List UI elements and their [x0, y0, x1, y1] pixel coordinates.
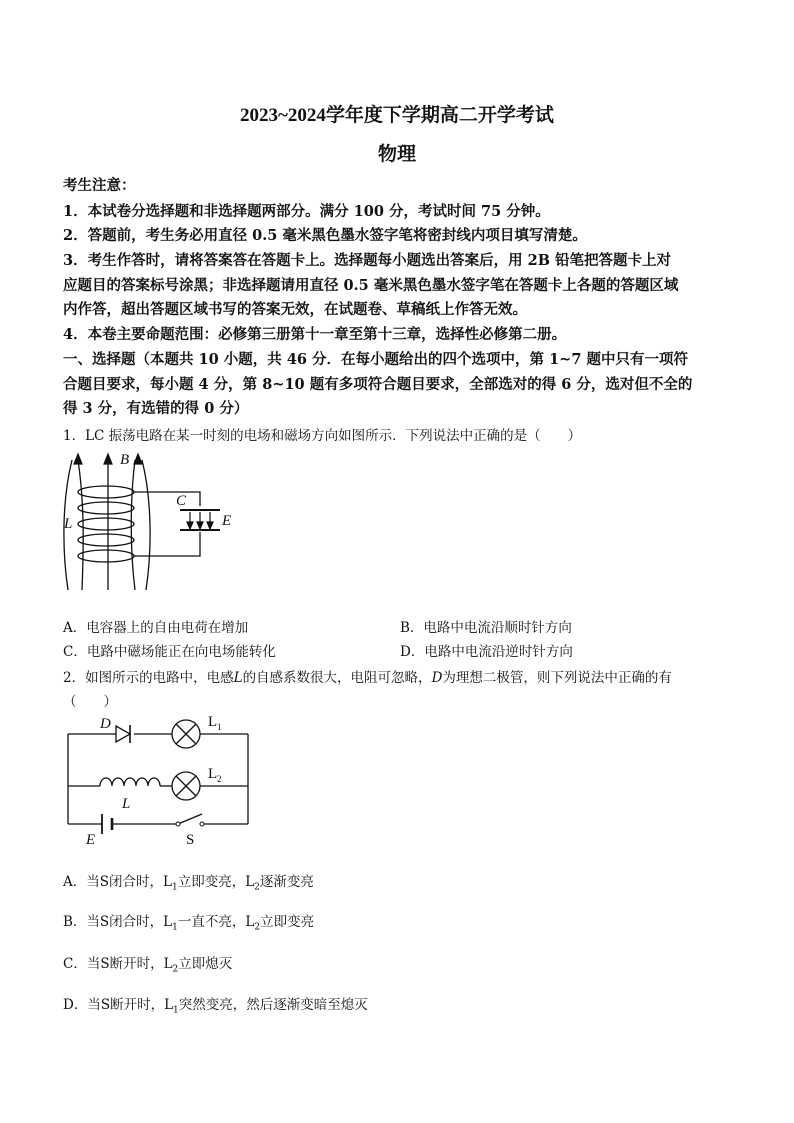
opt-sub: 2 — [172, 964, 179, 975]
opt-text: 逐渐变亮 — [259, 874, 314, 890]
q1-stem: 1．LC 振荡电路在某一时刻的电场和磁场方向如图所示．下列说法中正确的是（ ） — [63, 428, 582, 444]
opt-sub: 1 — [172, 922, 178, 933]
opt-text: B．当S闭合时，L — [63, 914, 173, 930]
label-L1: L — [208, 714, 218, 730]
label-E: E — [222, 513, 232, 529]
q2-stem-part: 的自感系数很大，电阻可忽略， — [242, 670, 432, 686]
q1-option-d: D．电路中电流沿逆时针方向 — [400, 644, 573, 660]
q2-option-c — [63, 952, 232, 975]
opt-text: 立即变亮，L — [177, 874, 255, 890]
opt-text: 立即变亮 — [260, 914, 315, 930]
opt-text: 突然变亮，然后逐渐变暗至熄灭 — [178, 997, 368, 1013]
q1-option-a: A．电容器上的自由电荷在增加 — [63, 620, 249, 636]
q2-stem-var-l: L — [233, 670, 243, 686]
opt-text: 立即熄灭 — [178, 956, 233, 972]
q1-option-b: B．电路中电流沿顺时针方向 — [400, 620, 572, 636]
q2-option-d — [63, 993, 368, 1016]
label-D: D — [100, 716, 111, 732]
opt-sub: 2 — [254, 882, 260, 893]
q2-stem-part: 2．如图所示的电路中，电感 — [63, 670, 234, 686]
opt-sub: 1 — [171, 882, 178, 893]
label-L2: L — [208, 766, 218, 782]
notice-line: 4．本卷主要命题范围：必修第三册第十一章至第十三章，选择性必修第二册。 — [63, 326, 567, 343]
label-C: C — [176, 493, 187, 509]
opt-text: A．当S闭合时，L — [63, 874, 172, 890]
label-battery-E: E — [86, 832, 96, 847]
q2-option-a — [63, 870, 314, 893]
opt-text: 一直不亮，L — [177, 914, 255, 930]
section-instructions: 一、选择题（本题共 10 小题，共 46 分．在每小题给出的四个选项中，第 1~7 题中只有一项符 — [63, 351, 688, 368]
opt-text: D．当S断开时，L — [63, 997, 174, 1013]
label-L2-sub: 2 — [217, 774, 222, 784]
notice-heading: 考生注意： — [63, 177, 136, 194]
q2-stem — [63, 666, 672, 686]
notice-line: 内作答，超出答题区域书写的答案无效，在试题卷、草稿纸上作答无效。 — [63, 301, 527, 318]
q2-stem-part: 为理想二极管，则下列说法中正确的有 — [442, 670, 672, 686]
section-instructions: 合题目要求，每小题 4 分，第 8~10 题有多项符合题目要求，全部选对的得 6 分，选对但不全的 — [63, 376, 693, 393]
q1-option-c: C．电路中磁场能正在向电场能转化 — [63, 644, 276, 660]
label-switch-S: S — [186, 832, 195, 847]
label-L: L — [64, 516, 73, 532]
q2-option-b — [63, 910, 314, 933]
label-inductor-L: L — [122, 796, 131, 812]
opt-sub: 1 — [173, 1005, 179, 1016]
notice-line: 2．答题前，考生务必用直径 0.5 毫米黑色墨水签字笔将密封线内项目填写清楚。 — [63, 227, 587, 244]
notice-line: 1．本试卷分选择题和非选择题两部分。满分 100 分，考试时间 75 分钟。 — [63, 203, 550, 220]
notice-line: 3．考生作答时，请将答案答在答题卡上。选择题每小题选出答案后，用 2B 铅笔把答题卡上对 — [63, 252, 672, 269]
subject-title: 物理 — [377, 144, 416, 165]
section-instructions: 得 3 分，有选错的得 0 分） — [63, 400, 249, 417]
opt-sub: 2 — [254, 922, 261, 933]
q2-stem-answer-bracket: （ ） — [63, 694, 117, 710]
label-L1-sub: 1 — [217, 722, 222, 732]
exam-title: 2023~2024学年度下学期高二开学考试 — [240, 105, 554, 126]
q2-stem-var-d: D — [431, 670, 443, 686]
notice-line: 应题目的答案标号涂黑；非选择题请用直径 0.5 毫米黑色墨水签字笔在答题卡上各题的答题区域 — [63, 277, 679, 294]
lc-circuit-figure — [60, 450, 240, 600]
label-B: B — [120, 452, 130, 468]
diode-circuit-figure — [60, 712, 260, 847]
opt-text: C．当S断开时，L — [63, 956, 173, 972]
